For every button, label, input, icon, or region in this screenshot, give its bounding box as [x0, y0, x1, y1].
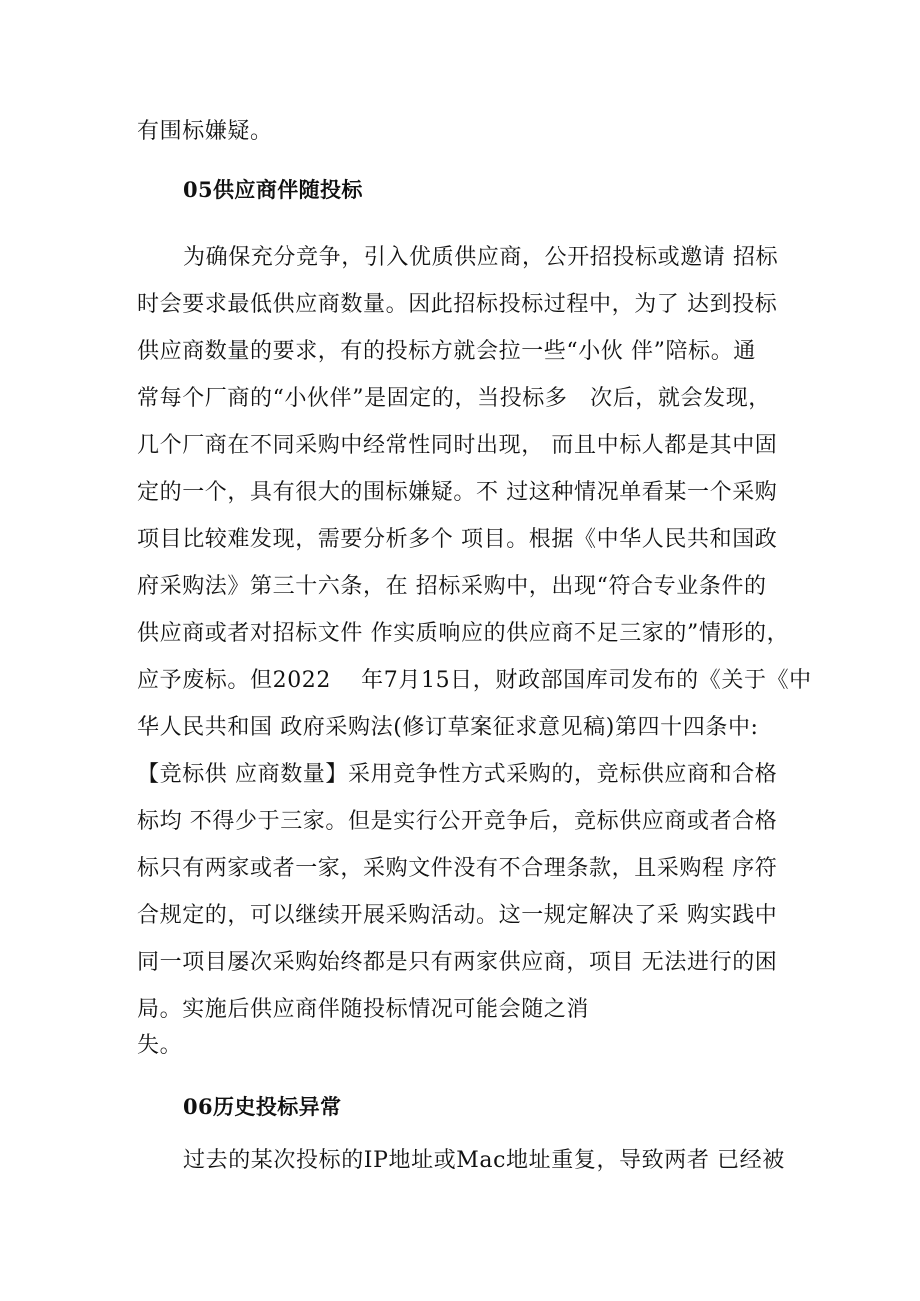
- paragraph-line: 定的一个，具有很大的围标嫌疑。不 过这种情况单看某一个采购: [137, 480, 778, 505]
- paragraph-line: 府采购法》第三十六条，在 招标采购中，出现“符合专业条件的: [137, 574, 767, 599]
- paragraph-line: 合规定的，可以继续开展采购活动。这一规定解决了采 购实践中: [137, 903, 778, 928]
- paragraph-line: 标均 不得少于三家。但是实行公开竞争后，竞标供应商或者合格: [137, 809, 778, 834]
- section-heading-05: 05供应商伴随投标: [183, 177, 363, 202]
- paragraph-line: 时会要求最低供应商数量。因此招标投标过程中，为了 达到投标: [137, 292, 778, 317]
- paragraph-line: 应予废标。但2022 年7月15日，财政部国库司发布的《关于《中: [137, 668, 812, 693]
- paragraph-line: 标只有两家或者一家，采购文件没有不合理条款，且采购程 序符: [137, 856, 778, 881]
- paragraph-line: 项目比较难发现，需要分析多个 项目。根据《中华人民共和国政: [137, 527, 778, 552]
- paragraph-line: 局。实施后供应商伴随投标情况可能会随之消: [137, 997, 590, 1022]
- paragraph-line-intro-tail: 有围标嫌疑。: [137, 119, 273, 144]
- paragraph-line: 为确保充分竞争，引入优质供应商，公开招投标或邀请 招标: [183, 245, 779, 270]
- paragraph-line: 供应商或者对招标文件 作实质响应的供应商不足三家的”情形的，: [137, 621, 790, 646]
- paragraph-line: 失。: [137, 1033, 183, 1058]
- paragraph-line: 过去的某次投标的IP地址或Mac地址重复，导致两者 已经被: [183, 1148, 785, 1173]
- paragraph-line: 几个厂商在不同采购中经常性同时出现， 而且中标人都是其中固: [137, 433, 778, 458]
- paragraph-line: 常每个厂商的“小伙伴”是固定的，当投标多 次后，就会发现，: [137, 386, 771, 411]
- section-heading-06: 06历史投标异常: [183, 1094, 342, 1119]
- paragraph-line: 供应商数量的要求，有的投标方就会拉一些“小伙 伴”陪标。通: [137, 339, 756, 364]
- paragraph-line: 华人民共和国 政府采购法(修订草案征求意见稿)第四十四条中:: [137, 715, 759, 740]
- paragraph-line: 【竞标供 应商数量】采用竞争性方式采购的，竞标供应商和合格: [137, 762, 778, 787]
- paragraph-line: 同一项目屡次采购始终都是只有两家供应商，项目 无法进行的困: [137, 950, 778, 975]
